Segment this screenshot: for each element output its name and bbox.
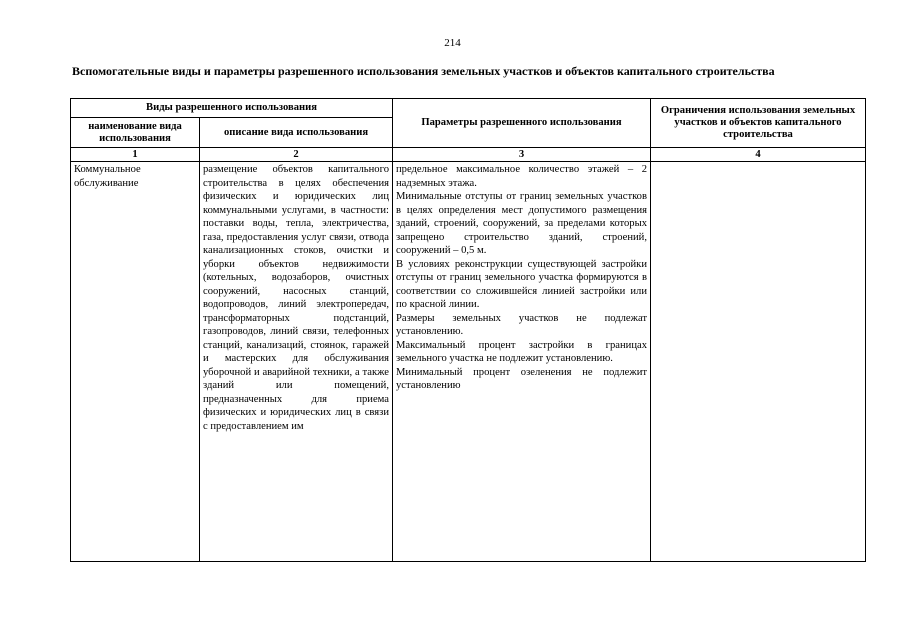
use-description-cell: размещение объектов капитального строительства в целях обеспечения физических и юридических лиц коммунальными услугами, в частности: поставки воды, тепла, электричества, газа, предоставления услуг связи, отвода канализационных стоков, очистки и уборки объектов недвижимости (котельных, водозаборов, очистных сооружений, насосных станций, водопроводов, линий электропередач, трансформаторных подстанций, газопроводов, линий связи, телефонных станций, канализаций, стоянок, гаражей и мастерских для обслуживания уборочной и аварийной техники, а также зданий или помещений, предназначенных для приема физических и юридических лиц в связи с предоставлением им	[200, 162, 393, 562]
header-use-name: наименование вида использования	[71, 118, 200, 148]
restrictions-cell	[651, 162, 866, 562]
land-use-table	[70, 98, 866, 562]
column-number: 1	[71, 148, 200, 162]
column-number: 4	[651, 148, 866, 162]
table-row	[71, 162, 866, 562]
parameter-paragraph: предельное максимальное количество этажей – 2 надземных этажа.	[396, 164, 647, 189]
header-use-types: Виды разрешенного использования	[71, 99, 393, 118]
page-number: 214	[444, 37, 461, 49]
column-number: 2	[200, 148, 393, 162]
header-use-description: описание вида использования	[200, 118, 393, 148]
column-number: 3	[393, 148, 651, 162]
header-parameters: Параметры разрешенного использования	[393, 99, 651, 148]
parameters-cell	[393, 162, 651, 562]
parameter-paragraph: Минимальные отступы от границ земельных участков в целях определения мест допустимого размещения зданий, строений, сооружений, за пределами которых запрещено строительство зданий, строений, сооружений – 0,5 м.	[396, 191, 647, 256]
parameter-paragraph: Размеры земельных участков не подлежат установлению.	[396, 312, 647, 337]
parameter-paragraph: Максимальный процент застройки в границах земельного участка не подлежит установлению.	[396, 339, 647, 364]
document-title: Вспомогательные виды и параметры разрешенного использования земельных участков и объектов капитального строительства	[72, 64, 775, 78]
parameter-paragraph: В условиях реконструкции существующей застройки отступы от границ земельного участка формируются в соответствии со сложившейся линией застройки или по красной линии.	[396, 258, 647, 310]
column-number-row	[71, 148, 866, 162]
parameter-paragraph: Минимальный процент озеленения не подлежит установлению	[396, 366, 647, 391]
header-restrictions: Ограничения использования земельных участков и объектов капитального строительства	[651, 99, 866, 148]
use-name-cell: Коммунальное обслуживание	[71, 162, 200, 562]
